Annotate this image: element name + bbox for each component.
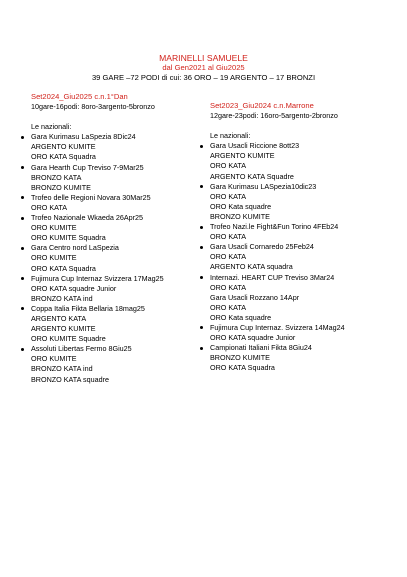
right-section-subtitle: 12gare-23podi: 16oro-5argento-2bronzo bbox=[210, 111, 338, 121]
result-item: ORO KATA bbox=[210, 161, 247, 171]
result-item: BRONZO KATA squadre bbox=[31, 374, 110, 384]
result-item: ORO KATA bbox=[210, 232, 247, 242]
result-item: ORO KATA Squadra bbox=[31, 152, 96, 162]
result-item: ORO KATA Squadra bbox=[31, 263, 96, 273]
result-item: ORO KUMITE Squadre bbox=[31, 334, 106, 344]
athlete-name: MARINELLI SAMUELE bbox=[159, 53, 248, 63]
result-item: ORO KATA bbox=[210, 252, 247, 262]
result-item: Gara Usacli Rozzano 14Apr bbox=[210, 292, 300, 302]
event-item: Internazi. HEART CUP Treviso 3Mar24 bbox=[210, 273, 345, 283]
event-item: Fujimura Cup Internaz Svizzera 17Mag25 bbox=[31, 273, 164, 283]
result-item: ARGENTO KATA Squadre bbox=[210, 171, 294, 181]
result-item: ORO KUMITE bbox=[31, 354, 77, 364]
right-column bbox=[210, 101, 345, 373]
event-item: Gara Kurimasu LaSpezia 8Dic24 bbox=[31, 132, 164, 142]
left-column bbox=[31, 92, 164, 385]
result-item: ORO KATA bbox=[31, 202, 68, 212]
result-item: ARGENTO KATA squadra bbox=[210, 262, 293, 272]
result-item: ORO Kata squadre bbox=[210, 201, 272, 211]
result-item: ORO KATA Squadra bbox=[210, 363, 275, 373]
result-item: ARGENTO KUMITE bbox=[210, 151, 275, 161]
right-nationals-label: Le nazionali: bbox=[210, 131, 251, 141]
result-item: BRONZO KATA ind bbox=[31, 364, 93, 374]
event-item: Gara Centro nord LaSpezia bbox=[31, 243, 164, 253]
result-item: BRONZO KUMITE bbox=[210, 353, 270, 363]
event-item: Trofeo Nazionale Wkaeda 26Apr25 bbox=[31, 213, 164, 223]
summary: 39 GARE –72 PODI di cui: 36 ORO – 19 ARGENTO – 17 BRONZI bbox=[91, 73, 316, 82]
result-item: BRONZO KUMITE bbox=[210, 211, 270, 221]
right-results-list bbox=[210, 141, 345, 373]
result-item: BRONZO KATA bbox=[31, 172, 82, 182]
event-item: Gara Hearth Cup Treviso 7-9Mar25 bbox=[31, 163, 164, 173]
result-item: ORO KUMITE bbox=[31, 253, 77, 263]
right-section-title: Set2023_Giu2024 c.n.Marrone bbox=[210, 101, 314, 110]
left-nationals-label: Le nazionali: bbox=[31, 122, 72, 132]
event-item: Trofeo Nazi.le Fight&Fun Torino 4FEb24 bbox=[210, 222, 345, 232]
result-item: ORO KATA squadre Junior bbox=[210, 333, 296, 343]
result-item: ARGENTO KATA bbox=[31, 313, 87, 323]
result-item: ARGENTO KUMITE bbox=[31, 324, 96, 334]
result-item: ORO KATA squadre Junior bbox=[31, 283, 117, 293]
event-item: Trofeo delle Regioni Novara 30Mar25 bbox=[31, 193, 164, 203]
left-results-list bbox=[31, 132, 164, 384]
result-item: ARGENTO KUMITE bbox=[31, 142, 96, 152]
result-item: BRONZO KATA ind bbox=[31, 293, 93, 303]
result-item: ORO KATA bbox=[210, 282, 247, 292]
result-item: ORO KATA bbox=[210, 302, 247, 312]
left-section-subtitle: 10gare-16podi: 8oro-3argento-5bronzo bbox=[31, 102, 155, 112]
result-item: ORO KUMITE bbox=[31, 223, 77, 233]
left-section-title: Set2024_Giu2025 c.n.1°Dan bbox=[31, 92, 128, 101]
result-item: ORO KATA bbox=[210, 191, 247, 201]
event-item: Assoluti Libertas Fermo 8Giu25 bbox=[31, 344, 164, 354]
period: dal Gen2021 al Giu2025 bbox=[162, 63, 245, 72]
event-item: Gara Usacli Cornaredo 25Feb24 bbox=[210, 242, 345, 252]
event-item: Fujimura Cup Internaz. Svizzera 14Mag24 bbox=[210, 322, 345, 332]
result-item: ORO KUMITE Squadra bbox=[31, 233, 106, 243]
event-item: Coppa Italia Fikta Bellaria 18mag25 bbox=[31, 304, 164, 314]
result-item: ORO Kata squadre bbox=[210, 312, 272, 322]
result-item: BRONZO KUMITE bbox=[31, 182, 91, 192]
event-item: Campionati Italiani Fikta 8Giu24 bbox=[210, 343, 345, 353]
event-item: Gara Usacli Riccione 8ott23 bbox=[210, 141, 345, 151]
event-item: Gara Kurimasu LASpezia10dic23 bbox=[210, 182, 345, 192]
